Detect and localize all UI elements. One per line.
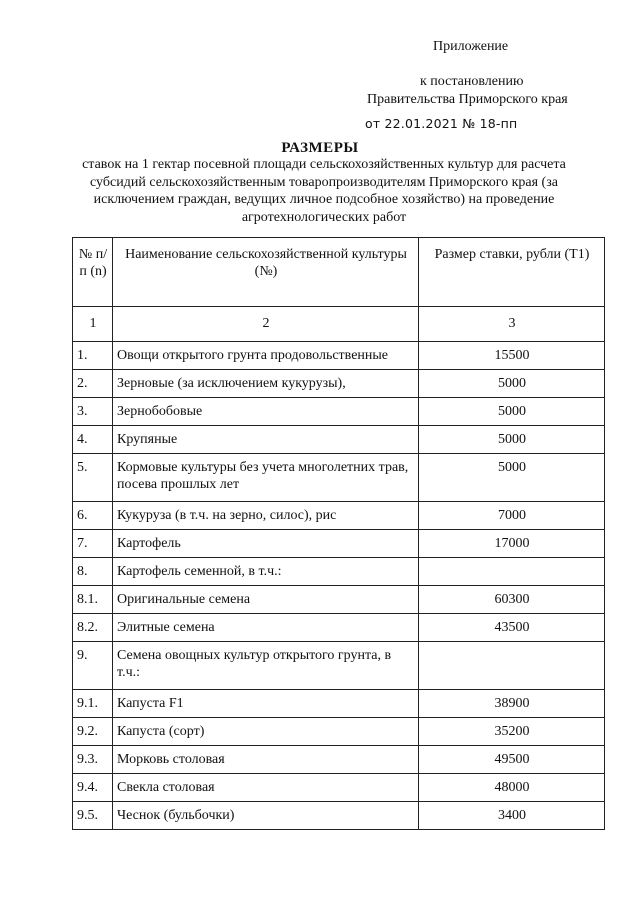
row-number: 8.2. bbox=[73, 614, 113, 642]
table-row bbox=[73, 398, 605, 426]
row-crop-name: Кормовые культуры без учета многолетних трав, посева прошлых лет bbox=[113, 454, 419, 502]
row-crop-name: Зерновые (за исключением кукурузы), bbox=[113, 370, 419, 398]
row-rate bbox=[419, 642, 605, 690]
row-crop-name: Морковь столовая bbox=[113, 746, 419, 774]
row-rate: 60300 bbox=[419, 586, 605, 614]
row-crop-name: Свекла столовая bbox=[113, 774, 419, 802]
row-rate bbox=[419, 558, 605, 586]
row-rate: 15500 bbox=[419, 342, 605, 370]
row-number: 8.1. bbox=[73, 586, 113, 614]
table-row bbox=[73, 530, 605, 558]
row-crop-name: Капуста (сорт) bbox=[113, 718, 419, 746]
row-number: 3. bbox=[73, 398, 113, 426]
row-number: 9.5. bbox=[73, 802, 113, 830]
row-number: 2. bbox=[73, 370, 113, 398]
row-crop-name: Крупяные bbox=[113, 426, 419, 454]
header-number: № п/п (n) bbox=[73, 238, 113, 307]
row-rate: 3400 bbox=[419, 802, 605, 830]
header-rate: Размер ставки, рубли (Т1) bbox=[419, 238, 605, 307]
row-number: 7. bbox=[73, 530, 113, 558]
row-rate: 38900 bbox=[419, 690, 605, 718]
index-col-2: 2 bbox=[113, 307, 419, 342]
row-crop-name: Капуста F1 bbox=[113, 690, 419, 718]
document-title: РАЗМЕРЫ bbox=[281, 140, 359, 156]
row-crop-name: Чеснок (бульбочки) bbox=[113, 802, 419, 830]
row-rate: 5000 bbox=[419, 398, 605, 426]
decree-date-number: от 22.01.2021 № 18-пп bbox=[365, 116, 518, 131]
row-number: 6. bbox=[73, 502, 113, 530]
row-crop-name: Зернобобовые bbox=[113, 398, 419, 426]
table-row bbox=[73, 342, 605, 370]
table-index-row bbox=[73, 307, 605, 342]
table-row bbox=[73, 642, 605, 690]
row-rate: 17000 bbox=[419, 530, 605, 558]
table-row bbox=[73, 774, 605, 802]
document-subtitle: ставок на 1 гектар посевной площади сельскохозяйственных культур для расчета субсидий сельскохозяйственным товаропроизводителям Приморского края (за исключением граждан, ведущих личное подсобное хозяйство) на проведение агротехнологических работ bbox=[82, 157, 566, 225]
table-row bbox=[73, 746, 605, 774]
row-rate: 5000 bbox=[419, 370, 605, 398]
table-header-row bbox=[73, 238, 605, 307]
row-number: 9. bbox=[73, 642, 113, 690]
row-rate: 5000 bbox=[419, 426, 605, 454]
index-col-3: 3 bbox=[419, 307, 605, 342]
row-rate: 43500 bbox=[419, 614, 605, 642]
header-crop-name: Наименование сельскохозяйственной культуры (№) bbox=[113, 238, 419, 307]
row-number: 1. bbox=[73, 342, 113, 370]
table-row bbox=[73, 426, 605, 454]
table-row bbox=[73, 690, 605, 718]
table-row bbox=[73, 802, 605, 830]
table-row bbox=[73, 718, 605, 746]
table-row bbox=[73, 454, 605, 502]
table-row bbox=[73, 586, 605, 614]
government-name: Правительства Приморского края bbox=[367, 92, 568, 107]
row-crop-name: Элитные семена bbox=[113, 614, 419, 642]
table-row bbox=[73, 558, 605, 586]
rates-table-body bbox=[73, 238, 605, 830]
row-rate: 48000 bbox=[419, 774, 605, 802]
row-crop-name: Картофель bbox=[113, 530, 419, 558]
row-crop-name: Кукуруза (в т.ч. на зерно, силос), рис bbox=[113, 502, 419, 530]
row-number: 5. bbox=[73, 454, 113, 502]
row-rate: 5000 bbox=[419, 454, 605, 502]
row-number: 9.3. bbox=[73, 746, 113, 774]
row-rate: 7000 bbox=[419, 502, 605, 530]
row-number: 9.1. bbox=[73, 690, 113, 718]
table-row bbox=[73, 370, 605, 398]
appendix-label: Приложение bbox=[433, 39, 509, 54]
table-row bbox=[73, 502, 605, 530]
row-number: 4. bbox=[73, 426, 113, 454]
row-crop-name: Семена овощных культур открытого грунта, в т.ч.: bbox=[113, 642, 419, 690]
row-rate: 49500 bbox=[419, 746, 605, 774]
row-crop-name: Овощи открытого грунта продовольственные bbox=[113, 342, 419, 370]
rates-table bbox=[72, 237, 605, 830]
row-crop-name: Картофель семенной, в т.ч.: bbox=[113, 558, 419, 586]
index-col-1: 1 bbox=[73, 307, 113, 342]
row-crop-name: Оригинальные семена bbox=[113, 586, 419, 614]
table-row bbox=[73, 614, 605, 642]
row-rate: 35200 bbox=[419, 718, 605, 746]
row-number: 9.2. bbox=[73, 718, 113, 746]
row-number: 8. bbox=[73, 558, 113, 586]
decree-reference: к постановлению bbox=[420, 74, 524, 89]
row-number: 9.4. bbox=[73, 774, 113, 802]
